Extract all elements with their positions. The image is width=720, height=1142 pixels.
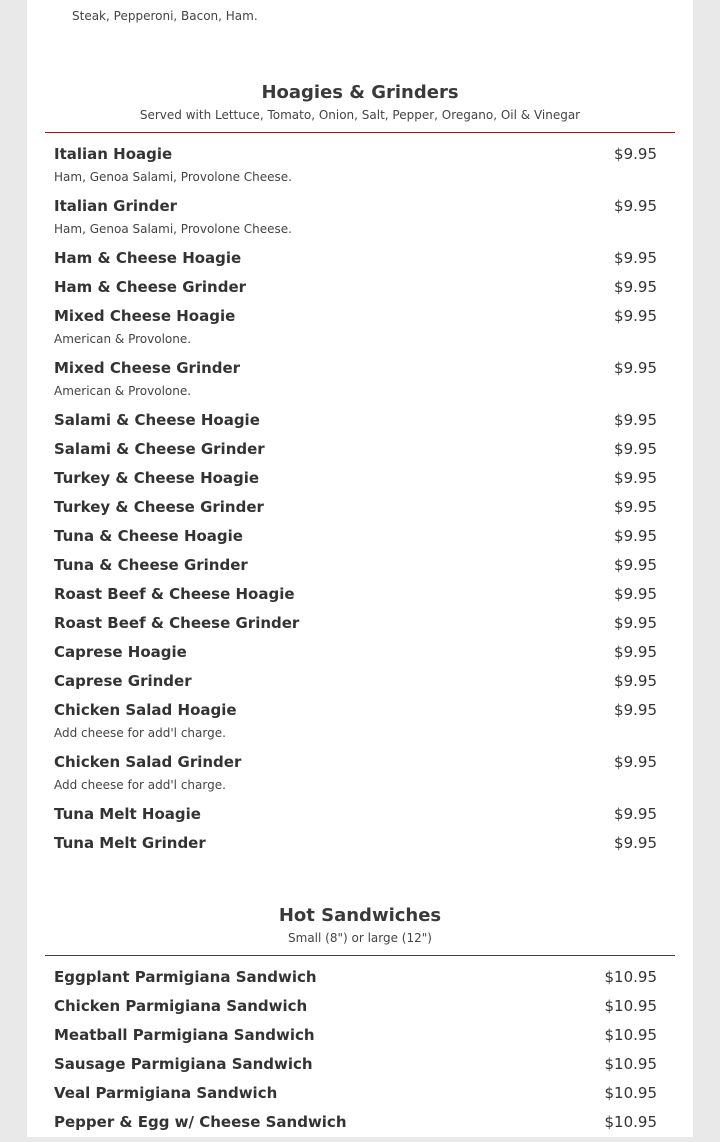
section-subtitle: Small (8") or large (12") bbox=[288, 931, 432, 945]
menu-item bbox=[54, 753, 657, 805]
menu-item-price: $9.95 bbox=[614, 672, 657, 690]
menu-item-name: Caprese Hoagie bbox=[54, 643, 187, 661]
menu-item-name: Roast Beef & Cheese Hoagie bbox=[54, 585, 295, 603]
menu-item-name: Italian Hoagie bbox=[54, 145, 173, 163]
menu-item-name: Tuna & Cheese Grinder bbox=[54, 556, 248, 574]
menu-item-name: Eggplant Parmigiana Sandwich bbox=[54, 968, 317, 986]
menu-item-price: $9.95 bbox=[614, 469, 657, 487]
menu-item bbox=[54, 672, 657, 701]
section-hot-sandwiches bbox=[45, 904, 675, 956]
menu-item-name: Roast Beef & Cheese Grinder bbox=[54, 614, 300, 632]
menu-item-price: $9.95 bbox=[614, 498, 657, 516]
menu-item-price: $9.95 bbox=[614, 834, 657, 852]
menu-item bbox=[54, 997, 657, 1026]
menu-item-name: Veal Parmigiana Sandwich bbox=[54, 1084, 278, 1102]
menu-item-name: Tuna Melt Hoagie bbox=[54, 805, 201, 823]
menu-item bbox=[54, 614, 657, 643]
menu-item bbox=[54, 527, 657, 556]
section-subtitle: Served with Lettuce, Tomato, Onion, Salt, Pepper, Oregano, Oil & Vinegar bbox=[139, 108, 581, 122]
menu-item-name: Mixed Cheese Hoagie bbox=[54, 307, 236, 325]
menu-item bbox=[54, 249, 657, 278]
menu-item bbox=[54, 440, 657, 469]
menu-item-name: Ham & Cheese Grinder bbox=[54, 278, 247, 296]
menu-item bbox=[54, 1055, 657, 1084]
menu-item-price: $10.95 bbox=[604, 1113, 657, 1131]
menu-item-name: Chicken Parmigiana Sandwich bbox=[54, 997, 308, 1015]
menu-item bbox=[54, 359, 657, 411]
menu-item-price: $9.95 bbox=[614, 585, 657, 603]
menu-item-price: $10.95 bbox=[604, 1055, 657, 1073]
menu-item-description: Ham, Genoa Salami, Provolone Cheese. bbox=[54, 222, 292, 236]
menu-item bbox=[54, 278, 657, 307]
menu-item-price: $10.95 bbox=[604, 968, 657, 986]
menu-item-name: Chicken Salad Hoagie bbox=[54, 701, 237, 719]
section-divider bbox=[45, 955, 675, 956]
menu-item-description: Add cheese for add'l charge. bbox=[54, 726, 226, 740]
menu-item-name: Tuna & Cheese Hoagie bbox=[54, 527, 243, 545]
section-divider bbox=[45, 132, 675, 133]
menu-item bbox=[54, 1084, 657, 1113]
menu-item bbox=[54, 968, 657, 997]
menu-item-price: $9.95 bbox=[614, 614, 657, 632]
menu-item-price: $9.95 bbox=[614, 411, 657, 429]
menu-item-name: Chicken Salad Grinder bbox=[54, 753, 242, 771]
section-title: Hoagies & Grinders bbox=[261, 82, 459, 103]
menu-item-name: Ham & Cheese Hoagie bbox=[54, 249, 242, 267]
menu-item bbox=[54, 469, 657, 498]
menu-item bbox=[54, 411, 657, 440]
menu-item-price: $9.95 bbox=[614, 197, 657, 215]
menu-item-name: Salami & Cheese Hoagie bbox=[54, 411, 260, 429]
menu-item-price: $9.95 bbox=[614, 556, 657, 574]
menu-item-price: $10.95 bbox=[604, 1026, 657, 1044]
menu-item bbox=[54, 1113, 657, 1142]
menu-item bbox=[54, 556, 657, 585]
menu-item-price: $9.95 bbox=[614, 278, 657, 296]
menu-item-price: $9.95 bbox=[614, 307, 657, 325]
menu-item bbox=[54, 1026, 657, 1055]
menu-item-price: $10.95 bbox=[604, 997, 657, 1015]
section-title: Hot Sandwiches bbox=[278, 905, 442, 926]
menu-item-price: $9.95 bbox=[614, 527, 657, 545]
menu-item bbox=[54, 585, 657, 614]
menu-item bbox=[54, 498, 657, 527]
menu-item-name: Tuna Melt Grinder bbox=[54, 834, 206, 852]
menu-item bbox=[54, 643, 657, 672]
menu-item-description: Add cheese for add'l charge. bbox=[54, 778, 226, 792]
menu-item-price: $10.95 bbox=[604, 1084, 657, 1102]
menu-page bbox=[27, 0, 693, 1137]
menu-item bbox=[54, 197, 657, 249]
menu-item-price: $9.95 bbox=[614, 701, 657, 719]
menu-item-description: Ham, Genoa Salami, Provolone Cheese. bbox=[54, 170, 292, 184]
menu-item-price: $9.95 bbox=[614, 643, 657, 661]
menu-item-name: Caprese Grinder bbox=[54, 672, 192, 690]
menu-item-price: $9.95 bbox=[614, 359, 657, 377]
menu-item-price: $9.95 bbox=[614, 145, 657, 163]
menu-item bbox=[54, 834, 657, 863]
menu-item-price: $9.95 bbox=[614, 805, 657, 823]
menu-item-price: $9.95 bbox=[614, 249, 657, 267]
section-hoagies-grinders-items bbox=[54, 145, 657, 863]
menu-item bbox=[54, 307, 657, 359]
section-hoagies-grinders bbox=[45, 81, 675, 133]
menu-item-name: Mixed Cheese Grinder bbox=[54, 359, 241, 377]
menu-item-price: $9.95 bbox=[614, 440, 657, 458]
menu-item-name: Pepper & Egg w/ Cheese Sandwich bbox=[54, 1113, 347, 1131]
section-hot-sandwiches-items bbox=[54, 968, 657, 1142]
previous-item-description: Steak, Pepperoni, Bacon, Ham. bbox=[72, 9, 258, 23]
menu-item-description: American & Provolone. bbox=[54, 332, 192, 346]
menu-item-name: Turkey & Cheese Grinder bbox=[54, 498, 264, 516]
menu-item bbox=[54, 701, 657, 753]
menu-item-name: Meatball Parmigiana Sandwich bbox=[54, 1026, 315, 1044]
menu-item-description: American & Provolone. bbox=[54, 384, 192, 398]
menu-item-name: Turkey & Cheese Hoagie bbox=[54, 469, 260, 487]
menu-item-name: Italian Grinder bbox=[54, 197, 178, 215]
menu-item bbox=[54, 805, 657, 834]
menu-item bbox=[54, 145, 657, 197]
menu-item-name: Salami & Cheese Grinder bbox=[54, 440, 265, 458]
menu-item-price: $9.95 bbox=[614, 753, 657, 771]
menu-item-name: Sausage Parmigiana Sandwich bbox=[54, 1055, 313, 1073]
